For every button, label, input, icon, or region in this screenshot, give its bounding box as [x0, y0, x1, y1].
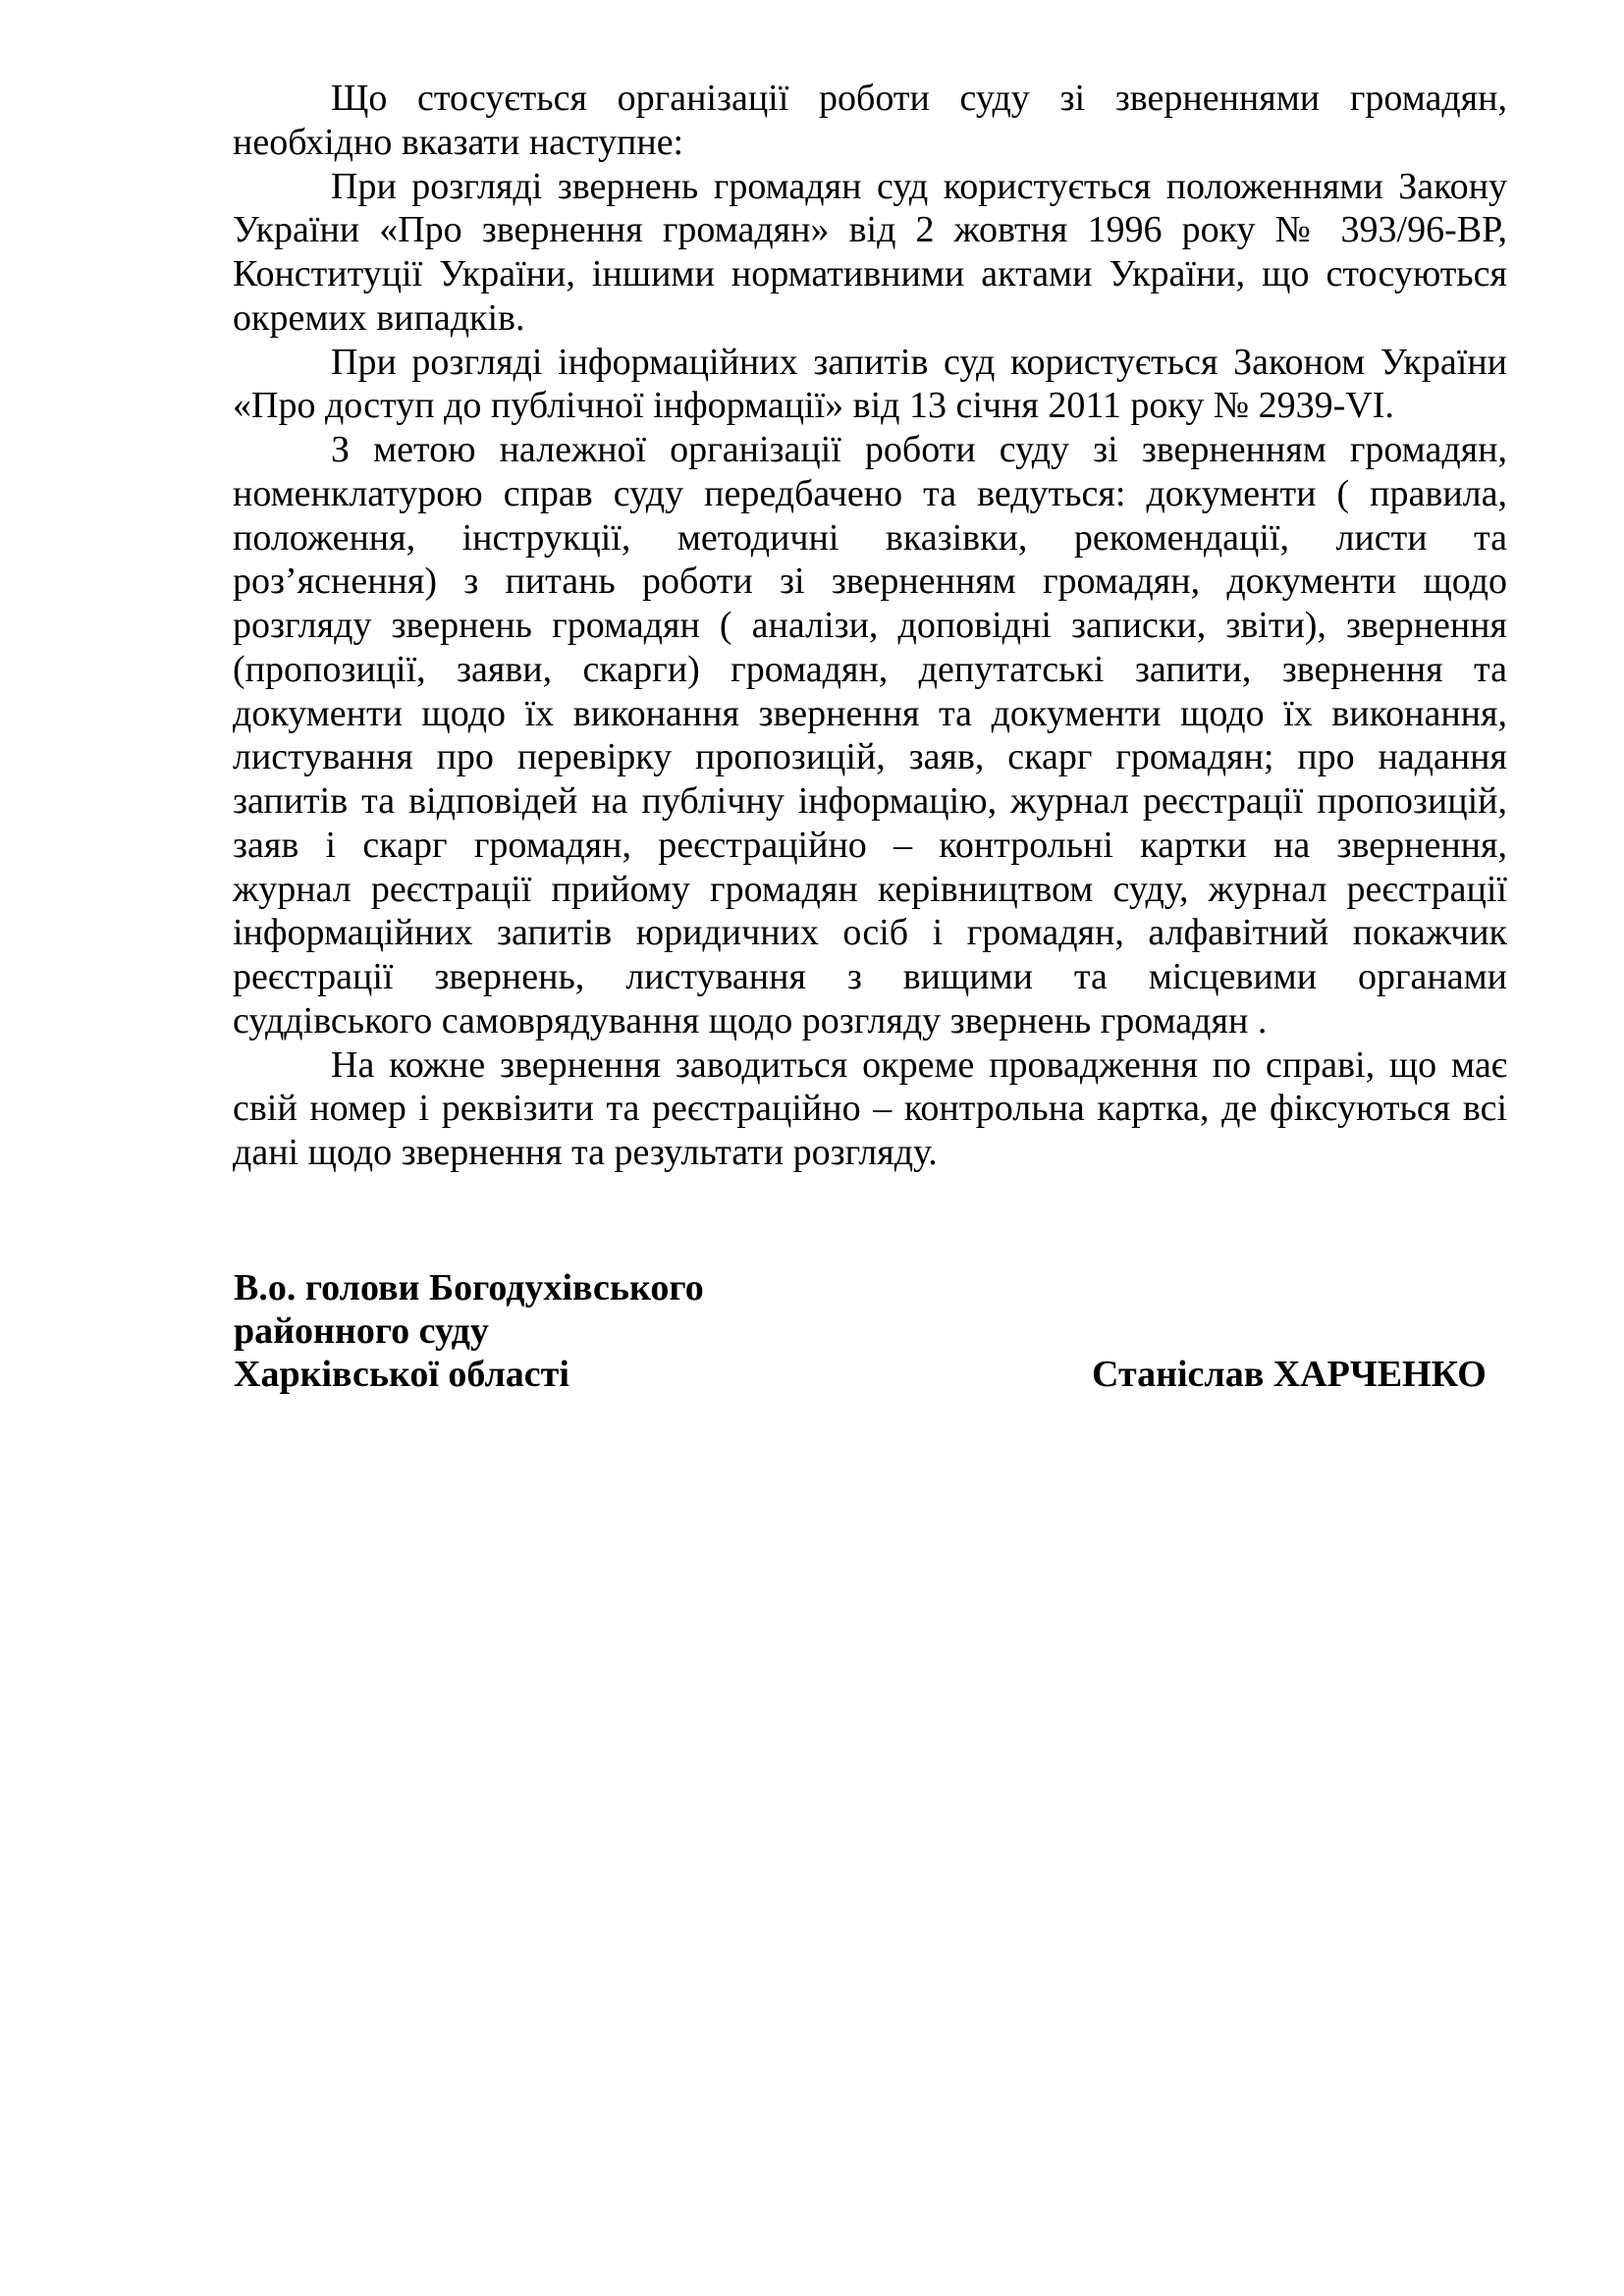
paragraph-nomenclature	[233, 428, 1507, 1043]
text-line: При розгляді звернень громадян суд користується положеннями Закону	[331, 165, 1507, 207]
text-line: дані щодо звернення та результати розгляду.	[233, 1132, 938, 1173]
text-line: листування про перевірку пропозицій, заяв, скарг громадян; про надання	[233, 736, 1507, 778]
signatory-name: Станіслав ХАРЧЕНКО	[1092, 1354, 1487, 1395]
signatory-title-line-last	[234, 1353, 1510, 1396]
text-line: При розгляді інформаційних запитів суд користується Законом України	[331, 341, 1507, 383]
signature-block	[234, 1266, 1510, 1396]
text-line: суддівського самоврядування щодо розгляду звернень громадян .	[233, 999, 1268, 1041]
text-line: Що стосується організації роботи суду зі зверненнями громадян,	[331, 78, 1507, 119]
text-line: журнал реєстрації прийому громадян керівництвом суду, журнал реєстрації	[233, 868, 1507, 910]
paragraph-intro	[233, 77, 1507, 165]
text-line: З метою належної організації роботи суду зі зверненням громадян,	[331, 429, 1507, 470]
text-line: Конституції України, іншими нормативними актами України, що стосуються	[233, 253, 1507, 294]
text-line: документи щодо їх виконання звернення та документи щодо їх виконання,	[233, 692, 1507, 734]
paragraph-public-info-law	[233, 341, 1507, 429]
document-body	[233, 77, 1507, 1175]
text-line: (пропозиції, заяви, скарги) громадян, депутатські запити, звернення та	[233, 648, 1507, 690]
signatory-title-text: Харківської області	[234, 1354, 569, 1395]
signatory-title-line: В.о. голови Богодухівського	[234, 1267, 704, 1308]
text-line: реєстрації звернень, листування з вищими та місцевими органами	[233, 956, 1507, 997]
text-line: необхідно вказати наступне:	[233, 121, 684, 163]
text-line: заяв і скарг громадян, реєстраційно – контрольні картки на звернення,	[233, 824, 1507, 866]
paragraph-case-registration	[233, 1043, 1507, 1175]
text-line: положення, інструкції, методичні вказівки, рекомендації, листи та	[233, 516, 1507, 559]
text-line: запитів та відповідей на публічну інформацію, журнал реєстрації пропозицій,	[233, 780, 1507, 822]
text-line: номенклатурою справ суду передбачено та ведуться: документи ( правила,	[233, 472, 1507, 514]
paragraph-appeals-law	[233, 165, 1507, 341]
signatory-title-line: районного суду	[234, 1310, 489, 1352]
text-line: розгляду звернень громадян ( аналізи, доповідні записки, звіти), звернення	[233, 605, 1507, 646]
text-line: України «Про звернення громадян» від 2 жовтня 1996 року № 393/96-ВР,	[233, 209, 1507, 251]
text-line: інформаційних запитів юридичних осіб і громадян, алфавітний покажчик	[233, 912, 1507, 954]
text-line: На кожне звернення заводиться окреме провадження по справі, що має	[331, 1043, 1507, 1086]
text-line: роз’яснення) з питань роботи зі зверненням громадян, документи щодо	[233, 561, 1507, 603]
text-line: свій номер і реквізити та реєстраційно – контрольна картка, де фіксуються всі	[233, 1088, 1507, 1130]
text-line: «Про доступ до публічної інформації» від 13 січня 2011 року № 2939-VI.	[233, 385, 1394, 427]
text-line: окремих випадків.	[233, 296, 525, 339]
